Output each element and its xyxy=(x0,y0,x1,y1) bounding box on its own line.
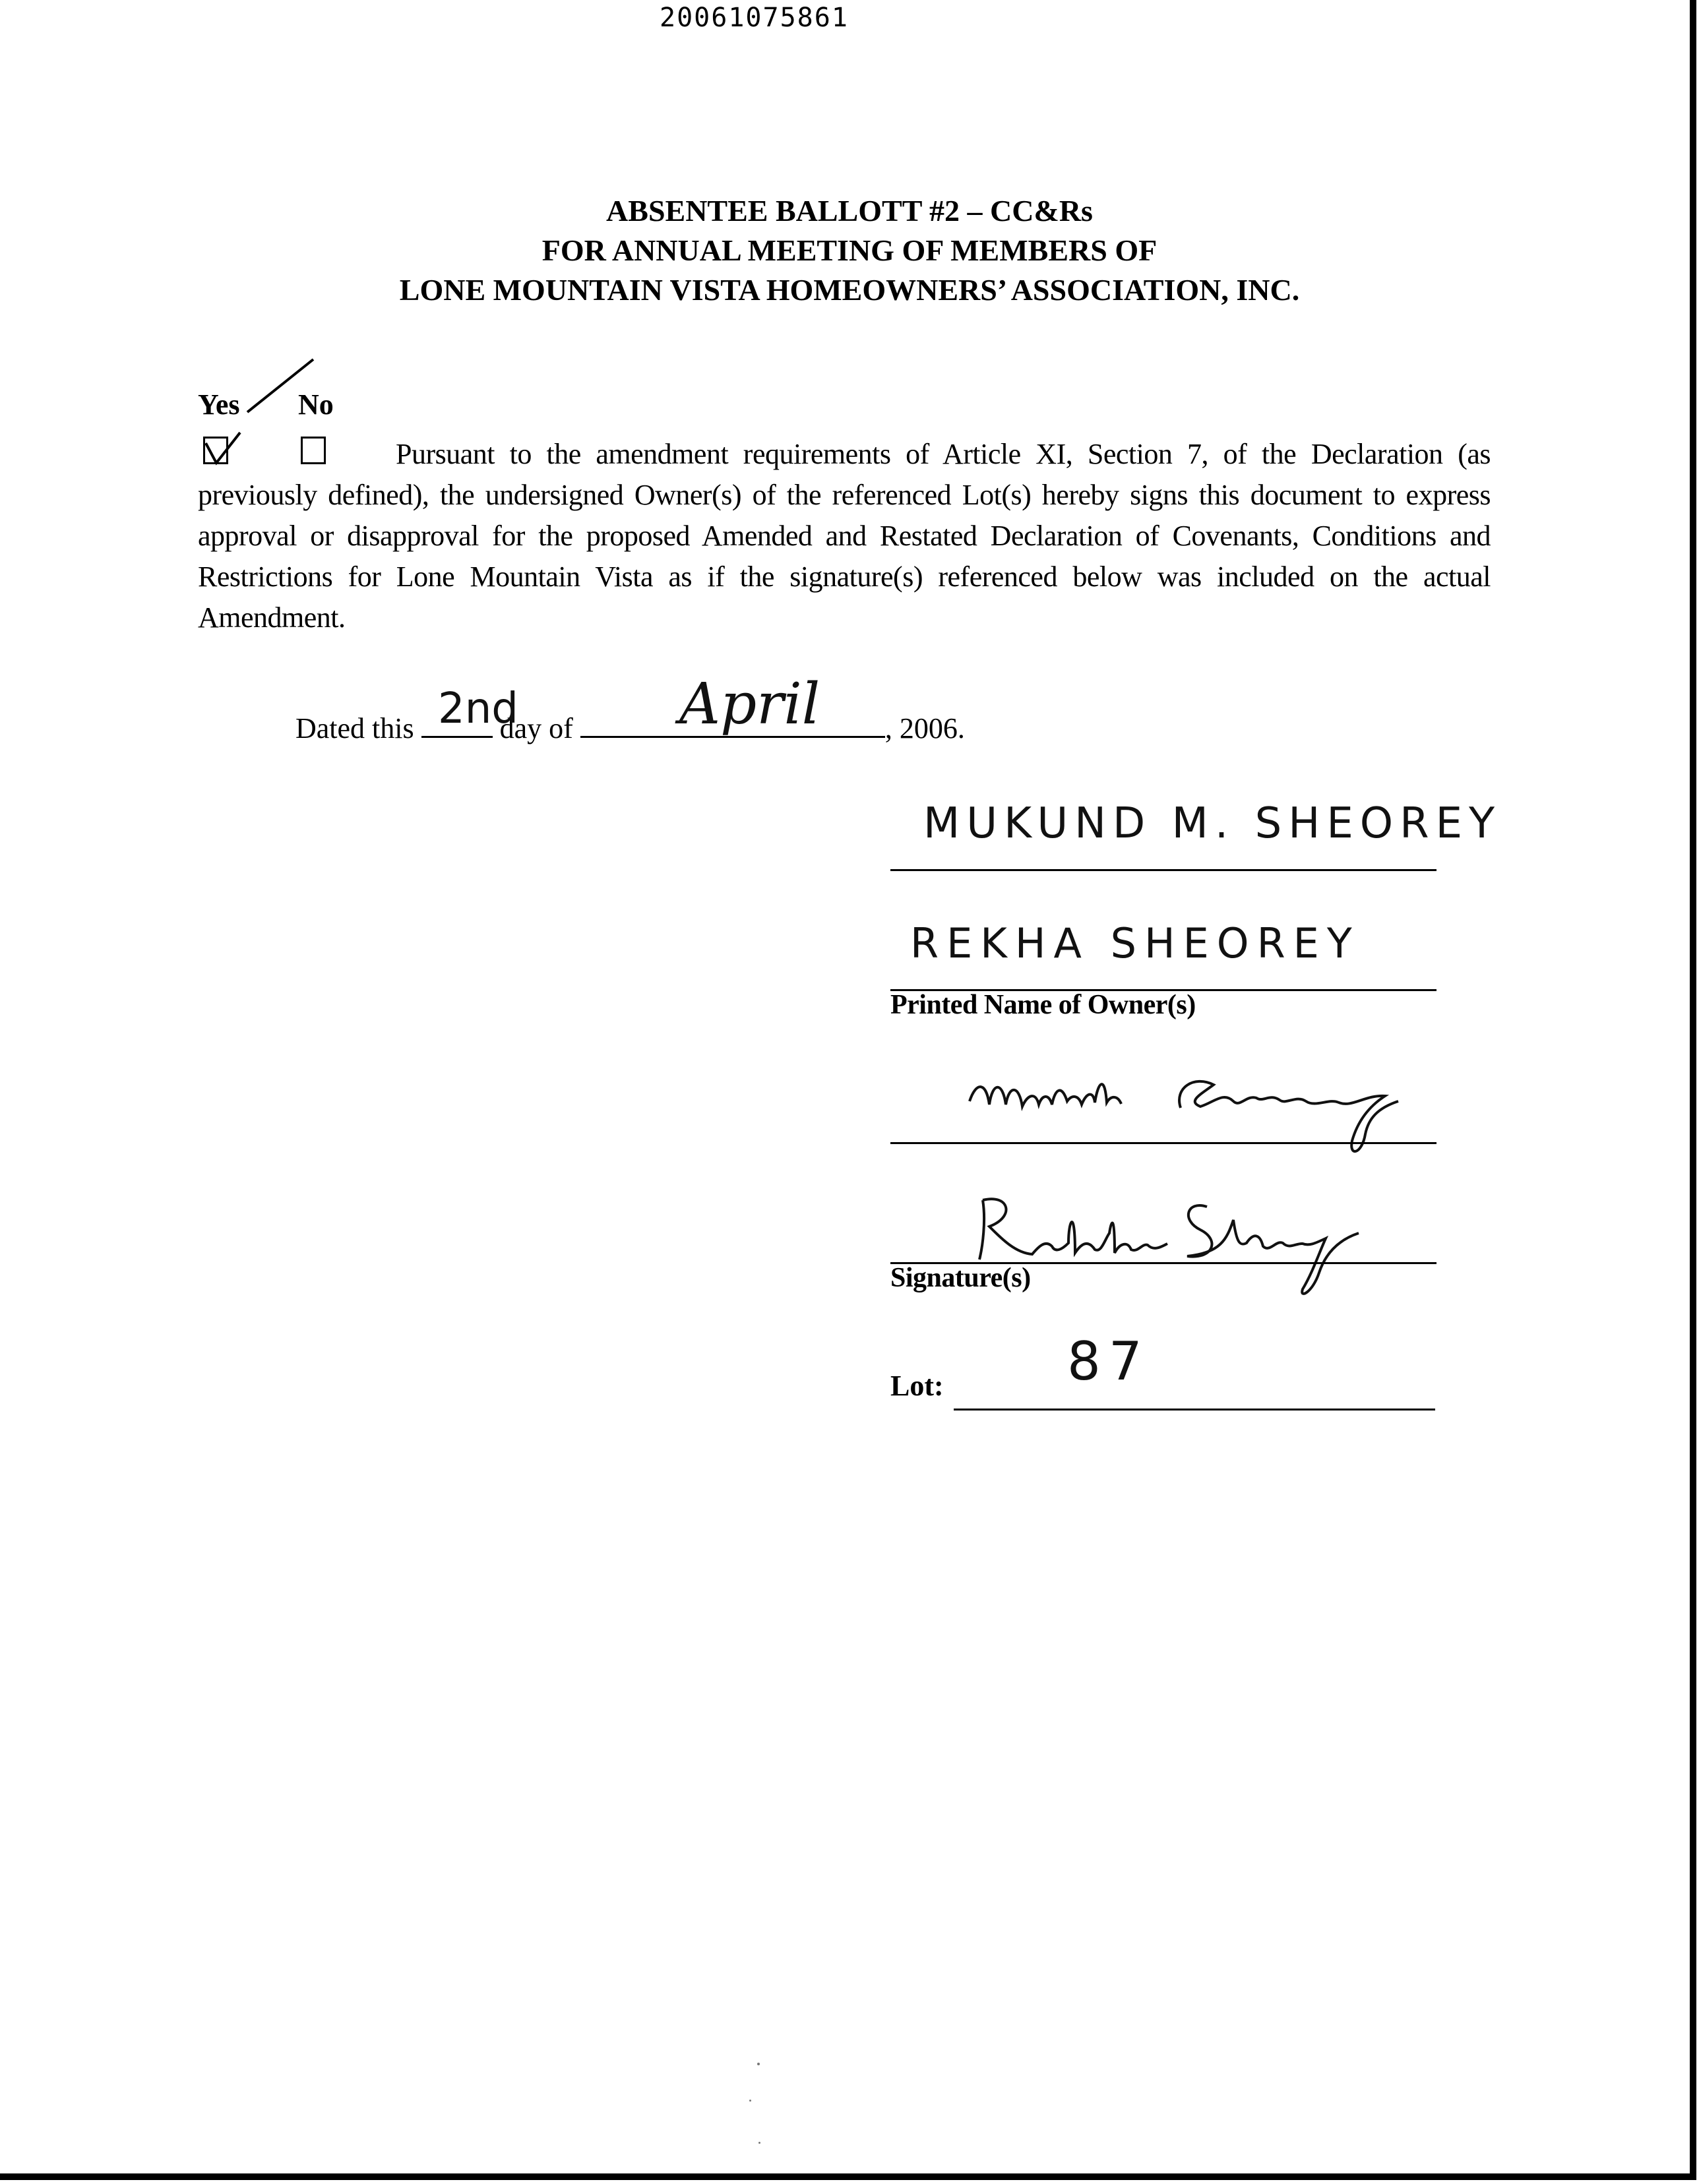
document-number: 20061075861 xyxy=(660,3,849,33)
scan-speck xyxy=(758,2142,760,2144)
lot-line[interactable] xyxy=(954,1409,1435,1410)
printed-name-owner-2: REKHA SHEOREY xyxy=(910,919,1360,967)
handwritten-lot-number: 87 xyxy=(1067,1331,1150,1392)
scan-speck xyxy=(749,2100,751,2102)
printed-name-label: Printed Name of Owner(s) xyxy=(890,990,1196,1020)
printed-name-line-1[interactable] xyxy=(890,869,1436,871)
dated-prefix: Dated this xyxy=(295,712,414,744)
dated-middle: day of xyxy=(499,712,573,744)
handwritten-slash-mark xyxy=(244,356,317,415)
ballot-heading xyxy=(0,191,1699,310)
yes-label: Yes xyxy=(198,388,240,421)
handwritten-day: 2nd xyxy=(438,684,518,733)
handwritten-month: April xyxy=(679,671,820,737)
ballot-body-text: Pursuant to the amendment requirements of Article XI, Section 7, of the Declaration (as previously defined), the undersigned Owner(s) of the referenced Lot(s) hereby signs this document to express approval or disapproval for the proposed Amended and Restated Declaration of Covenants, Conditions and Restrictions for Lone Mountain Vista as if the signature(s) referenced below was included on the actual Amendment. xyxy=(198,438,1491,634)
dated-suffix: , 2006. xyxy=(884,712,965,744)
printed-name-owner-1: MUKUND M. SHEOREY xyxy=(923,799,1502,848)
signature-owner-2 xyxy=(970,1180,1378,1306)
scan-speck xyxy=(757,2063,760,2065)
signature-owner-1 xyxy=(963,1055,1438,1174)
heading-line-2: FOR ANNUAL MEETING OF MEMBERS OF xyxy=(541,233,1158,267)
heading-line-1: ABSENTEE BALLOTT #2 – CC&Rs xyxy=(606,194,1093,228)
signature-label: Signature(s) xyxy=(890,1263,1031,1293)
dated-line xyxy=(295,710,965,745)
heading-line-3: LONE MOUNTAIN VISTA HOMEOWNERS’ ASSOCIATION, INC. xyxy=(399,273,1300,307)
no-label: No xyxy=(298,388,334,421)
lot-label: Lot: xyxy=(890,1370,944,1402)
signature-line-1[interactable] xyxy=(890,1142,1436,1144)
